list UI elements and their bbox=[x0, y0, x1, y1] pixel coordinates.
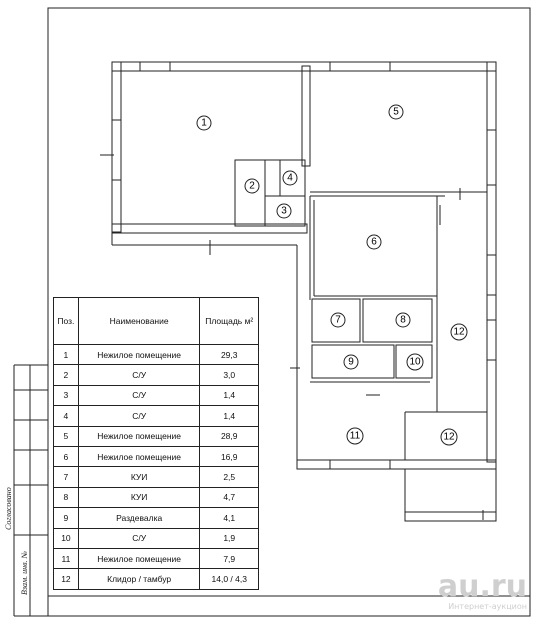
row-name: Нежилое помещение bbox=[78, 548, 200, 568]
row-area: 1,4 bbox=[200, 385, 259, 405]
room-1-marker[interactable] bbox=[197, 116, 211, 130]
row-area: 3,0 bbox=[200, 365, 259, 385]
watermark bbox=[437, 569, 527, 611]
row-num: 4 bbox=[54, 406, 79, 426]
svg-text:5: 5 bbox=[393, 106, 399, 118]
svg-text:12: 12 bbox=[453, 326, 465, 338]
row-name: С/У bbox=[78, 365, 200, 385]
row-area: 2,5 bbox=[200, 467, 259, 487]
svg-text:10: 10 bbox=[409, 356, 421, 368]
table-header-row bbox=[54, 298, 259, 345]
svg-text:2: 2 bbox=[249, 180, 255, 192]
row-num: 1 bbox=[54, 345, 79, 365]
row-num: 8 bbox=[54, 487, 79, 507]
svg-text:1: 1 bbox=[201, 117, 207, 129]
table-row bbox=[54, 345, 259, 365]
svg-text:4: 4 bbox=[287, 172, 293, 184]
room-12a-marker[interactable] bbox=[451, 324, 467, 340]
svg-text:8: 8 bbox=[400, 314, 406, 326]
room-3-marker[interactable] bbox=[277, 204, 291, 218]
room-schedule-table bbox=[53, 297, 259, 590]
row-num: 7 bbox=[54, 467, 79, 487]
room-2-marker[interactable] bbox=[245, 179, 259, 193]
row-name: С/У bbox=[78, 528, 200, 548]
row-area: 4,7 bbox=[200, 487, 259, 507]
row-num: 9 bbox=[54, 508, 79, 528]
row-name: Нежилое помещение bbox=[78, 426, 200, 446]
room-9-marker[interactable] bbox=[344, 355, 358, 369]
room-8-marker[interactable] bbox=[396, 313, 410, 327]
row-area: 28,9 bbox=[200, 426, 259, 446]
row-num: 11 bbox=[54, 548, 79, 568]
svg-text:6: 6 bbox=[371, 236, 377, 248]
header-name: Наименование bbox=[78, 298, 200, 345]
table-row bbox=[54, 365, 259, 385]
row-name: КУИ bbox=[78, 467, 200, 487]
row-num: 3 bbox=[54, 385, 79, 405]
row-num: 5 bbox=[54, 426, 79, 446]
row-area: 29,3 bbox=[200, 345, 259, 365]
row-name: С/У bbox=[78, 385, 200, 405]
row-name: Нежилое помещение bbox=[78, 345, 200, 365]
row-num: 6 bbox=[54, 446, 79, 466]
table-row bbox=[54, 406, 259, 426]
room-11-marker[interactable] bbox=[347, 428, 363, 444]
room-5-marker[interactable] bbox=[389, 105, 403, 119]
svg-text:11: 11 bbox=[349, 430, 361, 442]
table-row bbox=[54, 508, 259, 528]
room-10-marker[interactable] bbox=[407, 354, 423, 370]
svg-text:9: 9 bbox=[348, 356, 354, 368]
row-name: КУИ bbox=[78, 487, 200, 507]
room-6-marker[interactable] bbox=[367, 235, 381, 249]
table-row bbox=[54, 487, 259, 507]
watermark-logo: au.ru bbox=[437, 569, 527, 604]
side-label-inventory: Взам. инв. № bbox=[20, 550, 29, 595]
header-num: Поз. bbox=[54, 298, 79, 345]
table-row bbox=[54, 426, 259, 446]
table-row bbox=[54, 385, 259, 405]
room-12b-marker[interactable] bbox=[441, 429, 457, 445]
row-area: 16,9 bbox=[200, 446, 259, 466]
room-7-marker[interactable] bbox=[331, 313, 345, 327]
row-name: Клидор / тамбур bbox=[78, 569, 200, 589]
row-num: 10 bbox=[54, 528, 79, 548]
svg-text:12: 12 bbox=[443, 431, 455, 443]
watermark-subtitle: Интернет-аукцион bbox=[448, 602, 527, 611]
table-row bbox=[54, 548, 259, 568]
header-area: Площадь м² bbox=[200, 298, 259, 345]
table-row bbox=[54, 446, 259, 466]
row-area: 14,0 / 4,3 bbox=[200, 569, 259, 589]
row-name: Нежилое помещение bbox=[78, 446, 200, 466]
row-area: 7,9 bbox=[200, 548, 259, 568]
row-area: 1,4 bbox=[200, 406, 259, 426]
table-row bbox=[54, 467, 259, 487]
svg-text:7: 7 bbox=[335, 314, 341, 326]
row-name: С/У bbox=[78, 406, 200, 426]
row-area: 4,1 bbox=[200, 508, 259, 528]
table-row bbox=[54, 528, 259, 548]
row-name: Раздевалка bbox=[78, 508, 200, 528]
row-area: 1,9 bbox=[200, 528, 259, 548]
room-4-marker[interactable] bbox=[283, 171, 297, 185]
table-row bbox=[54, 569, 259, 589]
svg-text:3: 3 bbox=[281, 205, 287, 217]
row-num: 2 bbox=[54, 365, 79, 385]
side-label-agreed: Согласовано bbox=[4, 487, 13, 530]
row-num: 12 bbox=[54, 569, 79, 589]
